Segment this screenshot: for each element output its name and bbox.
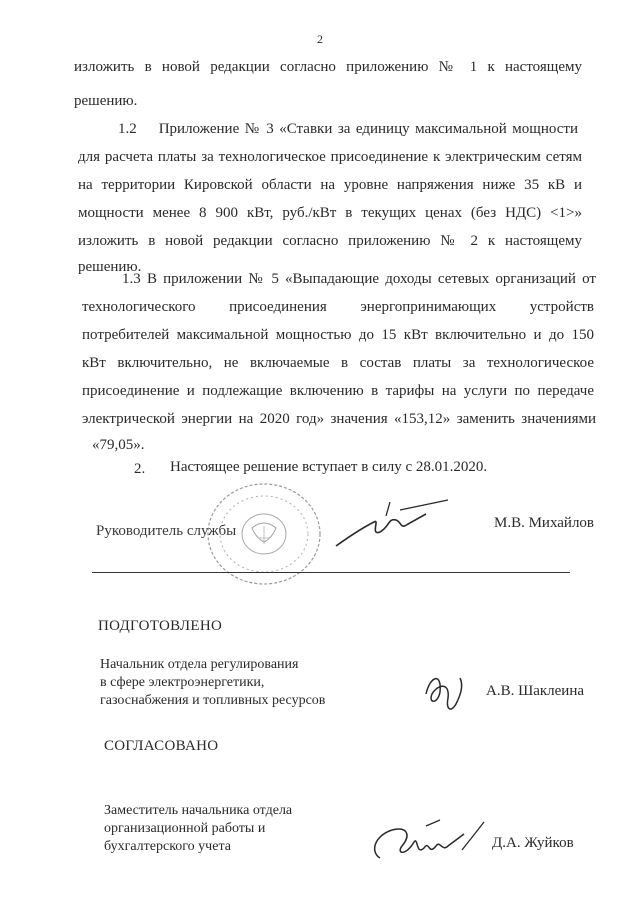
text-line: изложить в новой редакции согласно приложению № 1 к настоящему — [74, 59, 582, 75]
text-line: решению. — [74, 93, 138, 109]
text-line: присоединение и подлежащие включению в тарифы на услуги по передаче — [82, 383, 594, 399]
agreed-heading: СОГЛАСОВАНО — [104, 738, 219, 754]
agreed-position-line: бухгалтерского учета — [104, 839, 231, 854]
text-line: на территории Кировской области на уровне напряжения ниже 35 кВ и — [78, 177, 582, 193]
agreed-position-line: организационной работы и — [104, 821, 266, 836]
divider-line — [92, 572, 570, 573]
text-line: кВт включительно, не включаемые в состав платы за технологическое — [82, 355, 594, 371]
agreed-name: Д.А. Жуйков — [492, 835, 574, 851]
prepared-name: А.В. Шаклеина — [486, 683, 585, 699]
head-name: М.В. Михайлов — [494, 515, 595, 531]
text-line: решению. — [78, 259, 142, 275]
text-line: «79,05». — [92, 437, 145, 453]
text-line: 1.2 Приложение № 3 «Ставки за единицу максимальной мощности — [118, 121, 578, 137]
prepared-signature — [420, 664, 470, 720]
agreed-position-line: Заместитель начальника отдела — [104, 803, 293, 818]
page-number: 2 — [317, 32, 323, 46]
text-line: для расчета платы за технологическое присоединение к электрическим сетям — [78, 149, 582, 165]
head-signature — [330, 496, 460, 552]
agreed-signature — [366, 812, 492, 872]
prepared-heading: ПОДГОТОВЛЕНО — [98, 618, 223, 634]
text-line: электрической энергии на 2020 год» значения «153,12» заменить значениями — [82, 411, 596, 427]
prepared-position-line: в сфере электроэнергетики, — [100, 675, 265, 690]
head-title: Руководитель службы — [96, 523, 237, 539]
text-line: Настоящее решение вступает в силу с 28.01.2020. — [170, 459, 488, 475]
text-line: изложить в новой редакции согласно приложению № 2 к настоящему — [78, 233, 582, 249]
text-line: 1.3 В приложении № 5 «Выпадающие доходы сетевых организаций от — [122, 271, 596, 287]
text-line: мощности менее 8 900 кВт, руб./кВт в текущих ценах (без НДС) <1>» — [78, 205, 582, 221]
prepared-position-line: газоснабжения и топливных ресурсов — [100, 693, 326, 708]
text-line: потребителей максимальной мощностью до 15 кВт включительно и до 150 — [82, 327, 594, 343]
item-number: 2. — [134, 461, 146, 477]
text-line: технологического присоединения энергопринимающих устройств — [82, 299, 594, 315]
prepared-position-line: Начальник отдела регулирования — [100, 657, 299, 672]
